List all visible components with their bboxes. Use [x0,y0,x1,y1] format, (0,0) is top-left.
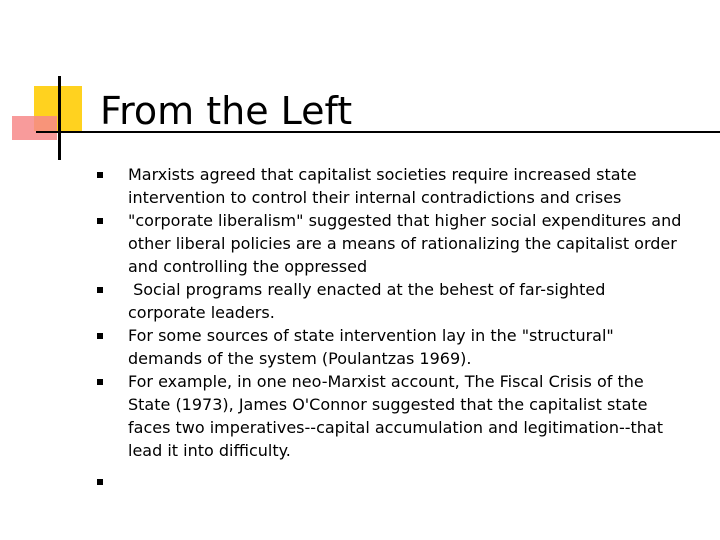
square-bullet-icon [97,218,103,224]
bullet-text: Social programs really enacted at the behest of far-sighted corporate leaders. [128,280,611,322]
bullet-text: "corporate liberalism" suggested that higher social expenditures and other liberal policies are a means of rationalizing the capitalist order and controlling the oppressed [128,211,687,276]
bullet-text: For some sources of state intervention lay in the "structural" demands of the system (Poulantzas 1969). [128,326,619,368]
slide-title: From the Left [100,89,353,133]
square-bullet-icon [97,287,103,293]
bullet-text: For example, in one neo-Marxist account, The Fiscal Crisis of the State (1973), James O'Connor suggested that the capitalist state faces two imperatives--capital accumulation and legitimation--that lead it into difficulty. [128,372,669,460]
square-bullet-icon [97,479,103,485]
bullet-text: Marxists agreed that capitalist societies require increased state intervention to control their internal contradictions and crises [128,165,642,207]
square-bullet-icon [97,379,103,385]
square-bullet-icon [97,172,103,178]
square-bullet-icon [97,333,103,339]
